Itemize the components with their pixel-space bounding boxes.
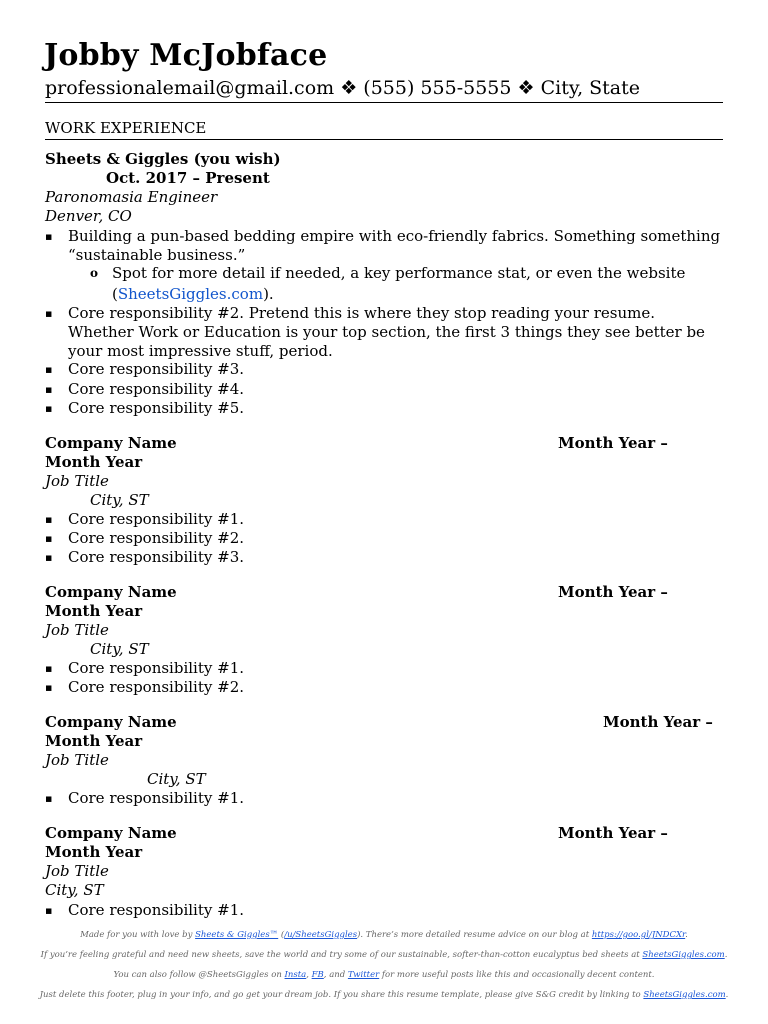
bullet-marker: ▪ (45, 662, 53, 675)
job2-location: City, ST (90, 491, 149, 509)
bullet-text: Core responsibility #2. (68, 529, 245, 547)
bullet-marker: ▪ (45, 307, 53, 320)
brand-link[interactable]: Sheets & Giggles™ (195, 930, 279, 940)
separator-icon: ❖ (340, 77, 358, 99)
bullet-text: Building a pun-based bedding empire with eco-friendly fabrics. Something something (68, 227, 721, 245)
bullet-marker: ▪ (45, 513, 53, 526)
section-divider (45, 139, 723, 140)
job1-company: Sheets & Giggles (you wish) (45, 150, 281, 168)
section-title: WORK EXPERIENCE (45, 119, 207, 137)
job2-company: Company Name (45, 434, 177, 452)
footer-line: Just delete this footer, plug in your info, and go get your dream job. If you share this resume template, please give S&G credit by linking to SheetsGiggles.com. (39, 990, 729, 1000)
job3-dates-start: Month Year – (558, 583, 668, 601)
resume-name: Jobby McJobface (44, 38, 328, 73)
job5-dates-end: Month Year (45, 843, 143, 861)
job4-location: City, ST (147, 770, 206, 788)
facebook-link[interactable]: FB (311, 970, 324, 980)
blog-link[interactable]: https://goo.gl/JNDCXr (591, 930, 686, 940)
instagram-link[interactable]: Insta (284, 970, 307, 980)
bullet-marker: ▪ (45, 230, 53, 243)
bullet-text: Core responsibility #1. (68, 789, 245, 807)
bullet-text: Core responsibility #2. (68, 678, 245, 696)
job1-dates: Oct. 2017 – Present (106, 169, 270, 187)
bullet-marker: ▪ (45, 363, 53, 376)
footer-line: Made for you with love by Sheets & Giggles™ (/u/SheetsGiggles). There’s more detailed resume advice on our blog at https://goo.gl/JNDCXr. (80, 930, 688, 940)
job5-company: Company Name (45, 824, 177, 842)
job2-title: Job Title (45, 472, 109, 490)
job2-dates-start: Month Year – (558, 434, 668, 452)
bullet-marker: ▪ (45, 532, 53, 545)
location-text: City, State (540, 77, 641, 99)
sub-bullet-marker: o (90, 266, 99, 280)
store-link[interactable]: SheetsGiggles.com (642, 950, 725, 960)
bullet-text: Core responsibility #1. (68, 510, 245, 528)
store-link[interactable]: SheetsGiggles.com (643, 990, 726, 1000)
bullet-marker: ▪ (45, 551, 53, 564)
bullet-marker: ▪ (45, 383, 53, 396)
job1-location: Denver, CO (45, 207, 132, 225)
bullet-text: Core responsibility #3. (68, 360, 245, 378)
bullet-text: Core responsibility #1. (68, 659, 245, 677)
bullet-text: Core responsibility #5. (68, 399, 245, 417)
bullet-text: Core responsibility #3. (68, 548, 245, 566)
job3-company: Company Name (45, 583, 177, 601)
job4-company: Company Name (45, 713, 177, 731)
job3-location: City, ST (90, 640, 149, 658)
job5-title: Job Title (45, 862, 109, 880)
job1-title: Paronomasia Engineer (45, 188, 218, 206)
website-link[interactable]: SheetsGiggles.com (117, 285, 264, 303)
job3-dates-end: Month Year (45, 602, 143, 620)
contact-line (45, 77, 640, 99)
footer-line: You can also follow @SheetsGiggles on Insta, FB, and Twitter for more useful posts like this and occasionally decent content. (113, 970, 655, 980)
bullet-text: Core responsibility #4. (68, 380, 245, 398)
header-divider (45, 102, 723, 103)
job2-dates-end: Month Year (45, 453, 143, 471)
bullet-text: Whether Work or Education is your top section, the first 3 things they see better be (68, 323, 705, 341)
footer-line: If you’re feeling grateful and need new sheets, save the world and try some of our sustainable, softer-than-cotton eucalyptus bed sheets at SheetsGiggles.com. (40, 950, 728, 960)
bullet-marker: ▪ (45, 792, 53, 805)
bullet-marker: ▪ (45, 402, 53, 415)
phone-text: (555) 555-5555 (363, 77, 512, 99)
job5-location: City, ST (45, 881, 104, 899)
bullet-text: your most impressive stuff, period. (68, 342, 333, 360)
bullet-text: “sustainable business.” (68, 246, 246, 264)
bullet-text: Core responsibility #2. Pretend this is where they stop reading your resume. (68, 304, 655, 322)
email-text: professionalemail@gmail.com (45, 77, 335, 99)
bullet-marker: ▪ (45, 681, 53, 694)
bullet-text: Core responsibility #1. (68, 901, 245, 919)
reddit-link[interactable]: /u/SheetsGiggles (284, 930, 358, 940)
sub-bullet-text: Spot for more detail if needed, a key performance stat, or even the website (112, 264, 686, 282)
job4-dates-start: Month Year – (603, 713, 713, 731)
job4-title: Job Title (45, 751, 109, 769)
job4-dates-end: Month Year (45, 732, 143, 750)
job3-title: Job Title (45, 621, 109, 639)
separator-icon: ❖ (517, 77, 535, 99)
bullet-marker: ▪ (45, 904, 53, 917)
job5-dates-start: Month Year – (558, 824, 668, 842)
twitter-link[interactable]: Twitter (347, 970, 380, 980)
sub-bullet-text: (SheetsGiggles.com). (112, 285, 274, 303)
